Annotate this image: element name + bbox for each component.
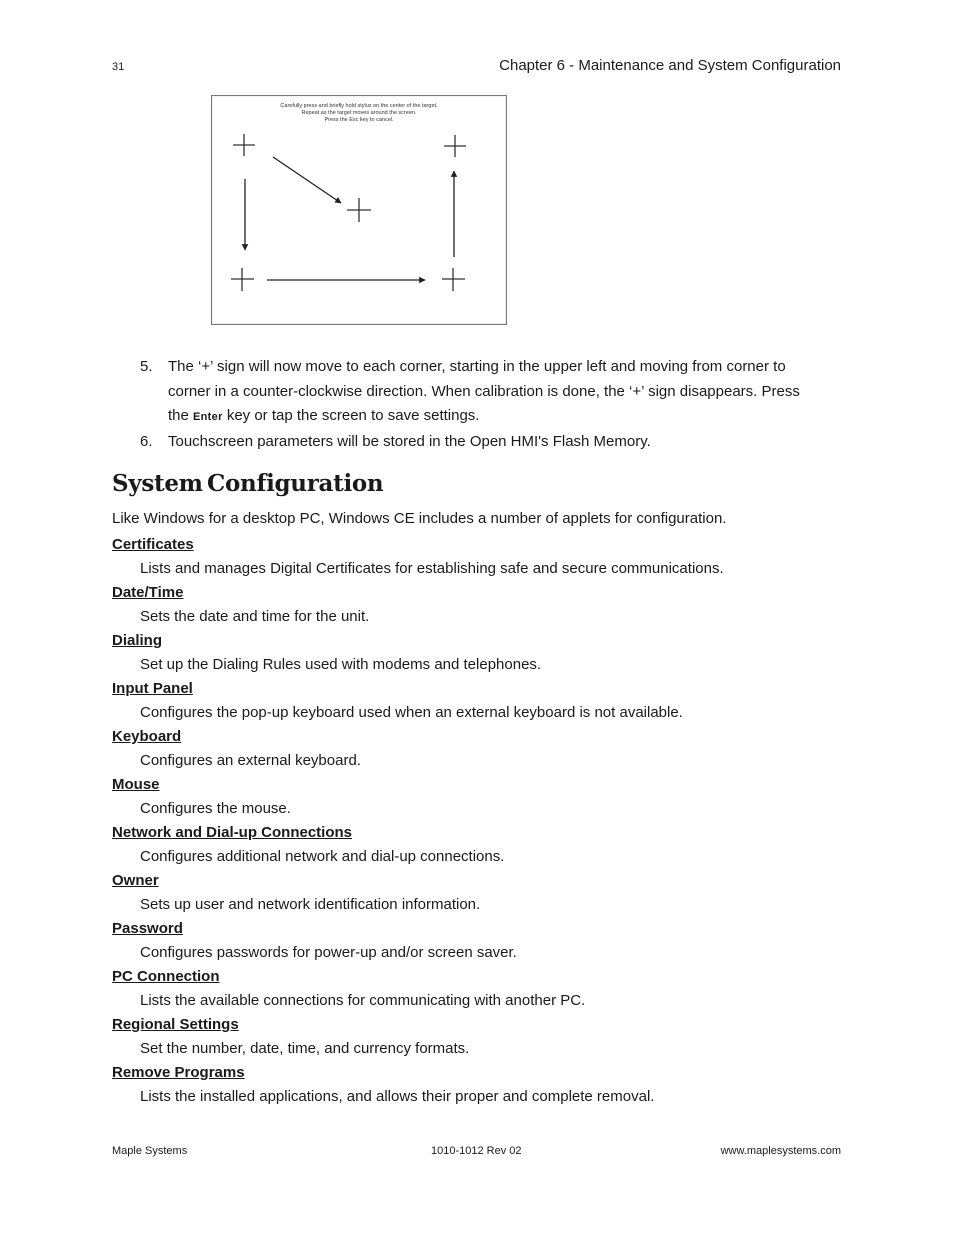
- step-number: 6.: [140, 432, 153, 450]
- applet-description: Configures the mouse.: [140, 800, 291, 817]
- step-text-line: corner in a counter-clockwise direction. When calibration is done, the ‘+’ sign disappears. Press: [168, 382, 800, 400]
- footer-website: www.maplesystems.com: [720, 1145, 841, 1157]
- applet-term: Owner: [112, 872, 159, 889]
- applet-term: Mouse: [112, 776, 160, 793]
- applet-description: Configures the pop-up keyboard used when an external keyboard is not available.: [140, 704, 683, 721]
- calibration-steps-list: [140, 355, 850, 454]
- applet-description: Configures passwords for power-up and/or screen saver.: [140, 944, 517, 961]
- page-number: 31: [112, 61, 125, 73]
- applet-description: Lists and manages Digital Certificates for establishing safe and secure communications.: [140, 560, 724, 577]
- calibration-instruction-line: Press the Esc key to cancel.: [324, 117, 394, 123]
- chapter-title: Chapter 6 - Maintenance and System Configuration: [499, 57, 841, 74]
- step-item: [140, 430, 850, 455]
- footer-doc-number: 1010-1012 Rev 02: [431, 1145, 522, 1157]
- calibration-instruction-line: Carefully press and briefly hold stylus on the center of the target.: [280, 103, 438, 109]
- applet-description: Set the number, date, time, and currency formats.: [140, 1040, 470, 1057]
- step-text-line: the Enter key or tap the screen to save settings.: [168, 407, 480, 424]
- step-text-line: Touchscreen parameters will be stored in the Open HMI's Flash Memory.: [168, 432, 651, 450]
- applet-description: Sets the date and time for the unit.: [140, 608, 370, 625]
- section-intro: Like Windows for a desktop PC, Windows CE includes a number of applets for configuration.: [112, 510, 727, 527]
- applet-term: Remove Programs: [112, 1064, 245, 1081]
- applet-term: Regional Settings: [112, 1016, 239, 1033]
- calibration-instruction-line: Repeat as the target moves around the screen.: [301, 110, 417, 116]
- enter-key-label: Enter: [193, 411, 223, 423]
- applet-description: Lists the available connections for communicating with another PC.: [140, 992, 586, 1009]
- applet-term: Input Panel: [112, 680, 193, 697]
- applet-term: Dialing: [112, 632, 163, 649]
- applet-term: Keyboard: [112, 728, 182, 745]
- applet-term: Date/Time: [112, 584, 184, 601]
- step-number: 5.: [140, 358, 153, 375]
- section-heading: System Configuration: [112, 470, 384, 497]
- applet-description: Configures additional network and dial-up connections.: [140, 848, 505, 865]
- applet-description: Set up the Dialing Rules used with modems and telephones.: [140, 656, 542, 673]
- applet-description: Sets up user and network identification information.: [140, 896, 481, 913]
- applet-term: PC Connection: [112, 968, 220, 985]
- applet-term: Network and Dial-up Connections: [112, 824, 353, 841]
- footer-company: Maple Systems: [112, 1145, 188, 1157]
- applet-term: Certificates: [112, 536, 194, 553]
- step-text-line: The ‘+’ sign will now move to each corner, starting in the upper left and moving from corner to: [168, 358, 786, 375]
- applet-description: Lists the installed applications, and allows their proper and complete removal.: [140, 1088, 655, 1105]
- applet-description: Configures an external keyboard.: [140, 752, 361, 769]
- applet-term: Password: [112, 920, 183, 937]
- calibration-screen-figure: [211, 95, 507, 325]
- step-item: [140, 355, 850, 430]
- applet-list: [112, 534, 852, 1110]
